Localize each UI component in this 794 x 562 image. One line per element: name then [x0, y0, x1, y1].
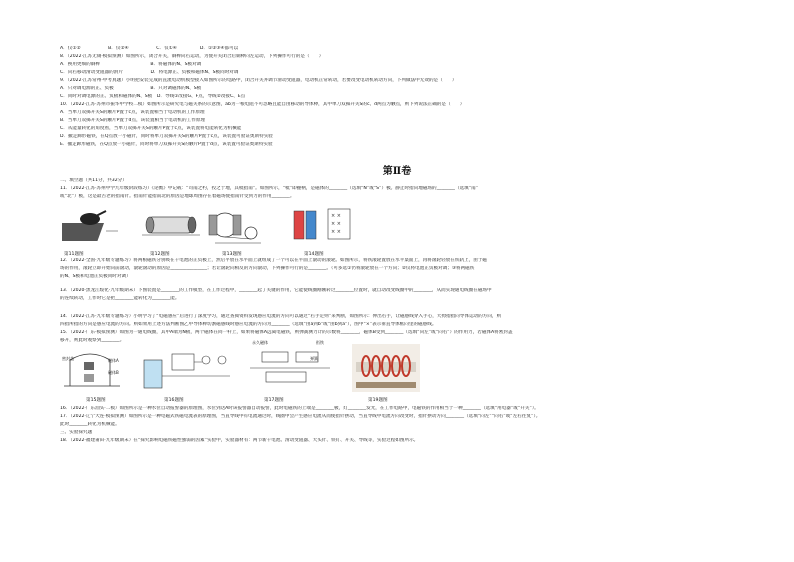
text-line: 9．（2022·江苏常州·中考真题）小明把安装完成的直流电动机模型接入如图所示的电路中，闭合开关并调节滑动变阻器，电动机正常转动，若要改变电动机转动方向，下列做法中无效的是（ ）	[60, 78, 457, 83]
text-line: 四指所指的方向是感应电流的方向。则如果用上述方法判断图乙中导体棒切割磁感线时感应电流的方向为________（选填“由a到b”或“由b到a”），图甲“×”表示垂直导体框向里的磁感线。	[60, 322, 437, 327]
text-line: 8．（2022·江苏无锡·模拟预测）如图所示，闭合开关，铜棒向右运动，为使开关闭合后铜棒向左运动，下列操作可行的是（ ）	[60, 54, 324, 59]
battery-roller-figure	[142, 211, 200, 239]
text-line: 的N、S极和电池正负极同时对调）	[60, 274, 131, 279]
svg-text:× ×: × ×	[331, 213, 341, 219]
text-line: A．换用更细的铜棒 B．将磁体的N、S极对调	[60, 62, 202, 67]
text-line: C．向右移动滑动变阻器的滑片 D．将电源正、负极和磁体N、S极同时对调	[60, 70, 239, 75]
text-line: 11．（2022·江苏·苏州中学九年级阶段练习）《论衡》中记载：“司南之杓，投之于地，其柢指南”。如图所示，“柢”即握柄，是磁体的________（选填“N”或“S”）极。静止时指向地磁场的________（选填“南”	[60, 186, 479, 191]
figure-label: 衔铁	[316, 340, 324, 345]
text-line: 12．（2022·全国·九年级专题练习）将两根磁铁分别吸在干电池的正负极上，然后平放在水平面上就组成了一个可以在平面上滚动的滚轮。如图所示，将铁滚轮置放在水平桌面上，再将滚轮轻放在铁轨上，由于磁	[60, 258, 488, 263]
figure-caption: 第11题图	[64, 252, 84, 257]
figure-caption: 第17题图	[264, 398, 284, 403]
text-line: A．仅①② B．仅②④ C．仅①④ D．①②③④都可以	[60, 46, 239, 51]
text-line: 17．（2022·辽宁大连·模拟预测）如图所示是一种电磁式铁磁电流表的原理图，当直导线中有电流通过时，线圈中会产生感应电流从而使指针摆动，当直导线中电流方向改变时，指针摆动方向________（选填“向左”“向右”或“左右往复”）。	[60, 414, 541, 419]
right-hand-rule-figure	[288, 203, 354, 247]
coil-photo-figure	[352, 344, 420, 392]
text-line: 的连续转动，工作时它是把________能转化为________能。	[60, 296, 180, 301]
figure-label: 弹簧	[310, 356, 318, 361]
text-line: C．从能量转化的角度看，当单刀双掷开关S的触片P置于c点，该装置将电能转化为机械能	[60, 126, 242, 131]
figure-caption: 第19题图	[368, 398, 388, 403]
water-alarm-figure	[142, 346, 232, 394]
text-line: 15．（2022·广东·模拟预测）如图为一通电线圈，其中A端为N极，两个磁体在同一杆上，如果将磁体A远离电磁铁，则弹簧测力计的示数将________，磁体B受到________（选填“向左”或“向右”）的作用力，若磁体A将密封盖	[60, 330, 513, 335]
text-line: 此时________转化为机械能。	[60, 422, 120, 427]
figure-label: 磁体B	[108, 370, 119, 375]
figure-caption: 第16题图	[164, 398, 184, 403]
svg-text:× ×: × ×	[331, 229, 341, 235]
figure-caption: 第12题图	[150, 252, 170, 257]
ammeter-figure	[246, 344, 334, 392]
figure-caption: 第15题图	[86, 398, 106, 403]
section-title: 三、实验探究题	[60, 430, 93, 435]
figure-label: 密封盖	[62, 356, 74, 361]
figure-caption: 第14题图	[304, 252, 324, 257]
figure-label: 永久磁体	[252, 340, 268, 345]
text-line: B．当单刀双掷开关S的触片P置于d点，该装置相当于电动机的工作原理	[60, 118, 205, 123]
text-line: A．当单刀双掷开关S的触片P置于c点，该装置相当于电动机的工作原理	[60, 110, 205, 115]
text-line: C．同时对调电源的正、负极和磁体的N、S极 D．导线①改接G、F点，导线②改接C、E点	[60, 94, 246, 99]
text-line: 场的作用，滚轮立即开始向前滚动，滚轮滚动的原因是________________；若让滚轮向相反的方向滚动，下列操作可行的是________。（可多选①仍将滚轮放在一个方向；②仅将电池正负极对调；③将两磁铁	[60, 266, 475, 271]
text-line: 16．（2022·广东汕头·二模）如图所示是一种水位自动报警器的原理图，水位到达A时该报警器自动报警，此时电磁铁的上端是________极，灯________发光，在工作电路中，电磁铁的作用相当于一种________（选填“用电器”或“开关”）。	[60, 406, 539, 411]
svg-text:× ×: × ×	[331, 221, 341, 227]
text-line: 10．（2022·江苏·苏州市振华中学校二模）如图所示是研究电与磁关系的示意图，ab为一根电阻不可忽略且能自由移动的导体棒，其中单刀双掷开关S的c、d两点为触点，则下列说法正确的是（ ）	[60, 102, 465, 107]
text-line: 18．（2022·福建莆田·九年级期末）在“探究影响电磁铁磁性强弱的因素”实验中，实验器材有：两节新干电池、滑动变阻器、大头针、铁钉、开关、导线等，实验过程如图所示。	[60, 438, 419, 443]
text-line: 13．（2020·黑龙江绥化·九年级期末）下图装置是________的工作模型，在工作过程中，________起了关键的作用，它能使线圈刚刚转过________位置时，就自动改变线圈中的________，从而实现通电线圈在磁场中	[60, 288, 492, 293]
text-line: A．只对调电源的正、负极 B．只对调磁体的N、S极	[60, 86, 202, 91]
motor-model-figure	[205, 205, 265, 247]
figure-caption: 第13题图	[222, 252, 242, 257]
figure-label: 磁体A	[108, 358, 119, 363]
text-line: E．撤走蹄形磁铁，在Q点放一小磁针，同时将单刀双掷开关S的触片P置于d点，该装置可验证奥斯特实验	[60, 142, 273, 147]
text-line: 移开，则此时观察到________。	[60, 338, 125, 343]
sealed-magnet-figure	[60, 346, 130, 394]
text-line: 或“北”）极，这是最古老的指南针。指南针能指南北的原因是地球周围存在着磁场使指南针受到力的作用________。	[60, 194, 295, 199]
text-line: D．撤走蹄形磁铁，在Q点放一小磁针，同时将单刀双掷开关S的触片P置于c点，该装置可验证奥斯特实验	[60, 134, 273, 139]
text-line: 14．（2022·江苏·九年级专题练习）小明学习了“电磁感应”后进行了深度学习，通过查阅资料发现感应电流的方向可以通过“右手定则”来判断，如图所示：伸出右手，让磁感线穿入手心，大拇指指向导体运动的方向，则	[60, 314, 502, 319]
section-heading: 第Ⅱ卷	[382, 166, 412, 177]
compass-spoon-figure	[62, 201, 122, 245]
section-title: 二、填空题（共11分，共32分）	[60, 178, 127, 183]
